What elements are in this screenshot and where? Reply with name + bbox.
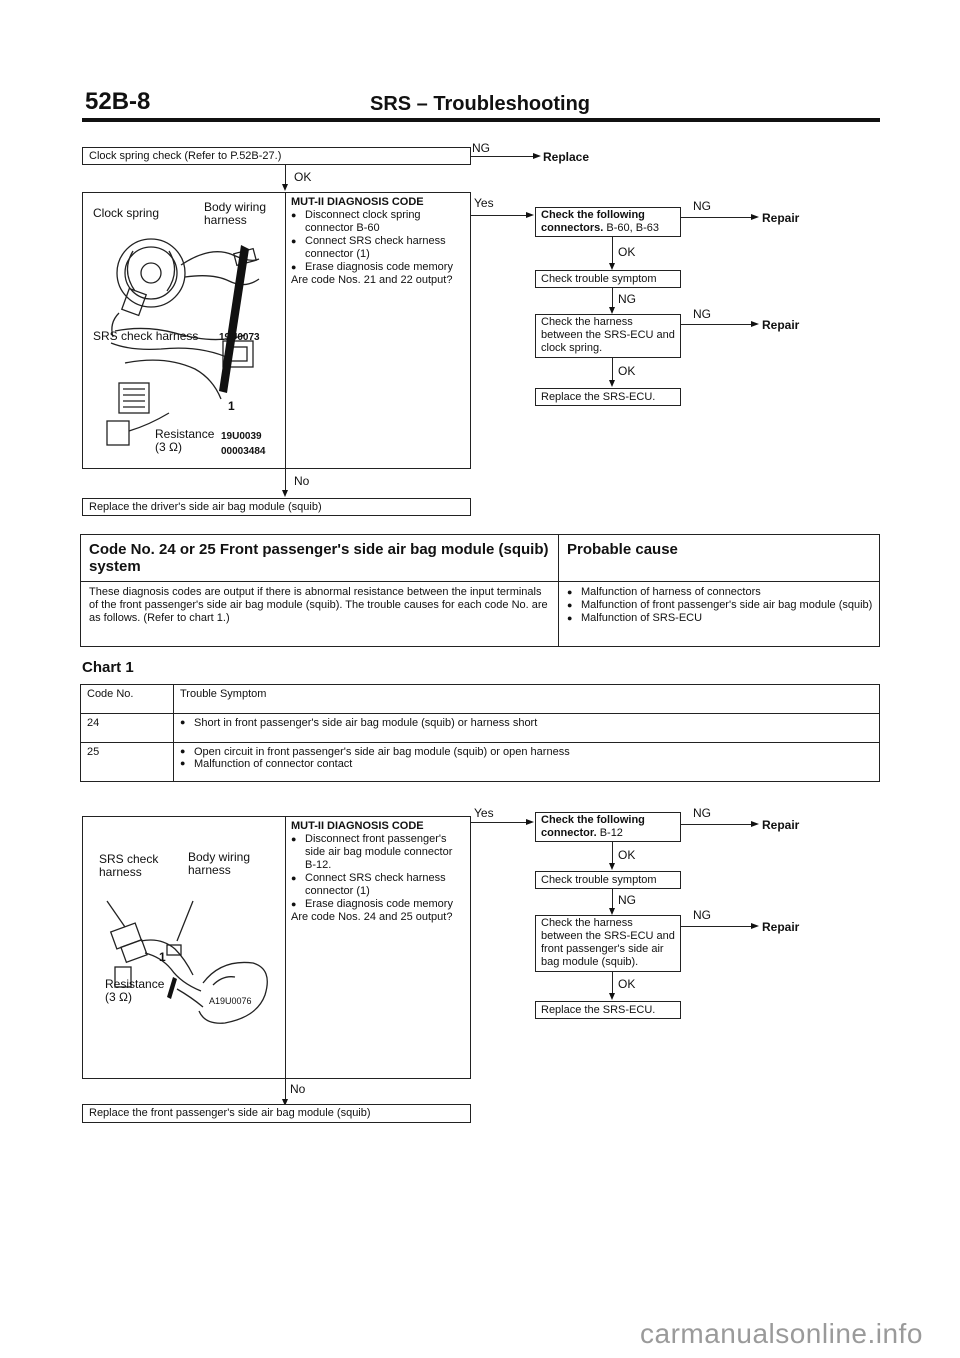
mut-title: MUT-II DIAGNOSIS CODE — [291, 820, 424, 832]
arrow-icon — [751, 821, 759, 827]
check-connector-bold: Check the following connector. — [541, 814, 645, 839]
figure-code-c: 00003484 — [221, 446, 266, 457]
resistance-label: Resistance — [105, 977, 165, 991]
figure-code: A19U0076 — [209, 996, 252, 1006]
chart-table — [80, 684, 880, 782]
ng-label: NG — [618, 292, 636, 306]
check-connectors-box — [535, 207, 681, 237]
srs-check-label: SRS check — [99, 852, 159, 866]
arrow-icon — [751, 321, 759, 327]
connector-line — [612, 358, 613, 380]
table-cell-symptom — [174, 714, 880, 743]
arrow-icon — [609, 993, 615, 1000]
check-harness-label: Check the harness between the SRS-ECU and front passenger's side air bag module (squib). — [541, 917, 675, 968]
ng-label-top: NG — [472, 141, 490, 155]
check-symptom-box — [535, 871, 681, 889]
figure-number-1: 1 — [228, 399, 235, 413]
yes-label: Yes — [474, 806, 494, 820]
repair-label: Repair — [762, 318, 800, 332]
mut-question: Are code Nos. 24 and 25 output? — [291, 911, 453, 923]
arrow-icon — [533, 153, 541, 159]
arrow-icon — [609, 263, 615, 270]
table-header-cell: Trouble Symptom — [174, 685, 880, 714]
connector-line — [612, 889, 613, 908]
replace-ecu-box — [535, 1001, 681, 1019]
page-number: 52B-8 — [85, 88, 151, 115]
arrow-icon — [609, 380, 615, 387]
cause-item: ● Malfunction of front passenger's side air bag module (squib) — [567, 599, 873, 612]
replace-module-box — [82, 498, 471, 516]
connector-line — [612, 842, 613, 863]
chart-title: Chart 1 — [82, 659, 134, 676]
mut-step: ● Connect SRS check harness connector (1) — [291, 235, 463, 261]
resistance-label: Resistance — [155, 427, 215, 441]
arrow-icon — [751, 214, 759, 220]
arrow-icon — [609, 908, 615, 915]
pointer-arrow-icon — [167, 977, 177, 999]
connector-line — [681, 324, 751, 325]
check-connector-box — [535, 812, 681, 842]
connector-line — [471, 822, 526, 823]
connector-line — [471, 156, 533, 157]
mut-step: ● Erase diagnosis code memory — [291, 898, 463, 911]
connector-line — [285, 469, 286, 490]
check-connector-rest: B-12 — [599, 827, 623, 839]
replace-ecu-label: Replace the SRS-ECU. — [541, 391, 656, 403]
mut-step: ● Erase diagnosis code memory — [291, 261, 463, 274]
replace-module-label: Replace the driver's side air bag module (squib) — [89, 501, 322, 513]
table-header-cell: Code No. — [81, 685, 174, 714]
check-connectors-rest: B-60, B-63 — [606, 222, 660, 234]
connector-line — [612, 972, 613, 993]
ok-label: OK — [618, 848, 636, 862]
table-cell-code: 24 — [81, 714, 174, 743]
header-rule — [82, 118, 880, 122]
body-wiring-label: Body wiring — [188, 850, 251, 864]
pointer-arrow-icon — [219, 245, 249, 393]
arrow-icon — [282, 490, 288, 497]
ohm-label: (3 Ω) — [105, 990, 132, 1004]
yes-label: Yes — [474, 196, 494, 210]
probable-cause-heading: Probable cause — [567, 541, 678, 558]
no-label: No — [290, 1082, 306, 1096]
replace-ecu-box — [535, 388, 681, 406]
cause-list — [567, 586, 873, 625]
figure-code-b: 19U0039 — [221, 431, 262, 442]
code-heading: Code No. 24 or 25 Front passenger's side air bag module (squib) system — [89, 541, 549, 575]
mut-step: ● Disconnect clock spring connector B-60 — [291, 209, 463, 235]
ok-label: OK — [618, 245, 636, 259]
connector-line — [612, 237, 613, 263]
repair-label: Repair — [762, 920, 800, 934]
arrow-icon — [609, 863, 615, 870]
body-wiring-label: Body wiring — [204, 200, 267, 214]
clock-spring-check-label: Clock spring check (Refer to P.52B-27.) — [89, 150, 282, 162]
connector-line — [681, 926, 751, 927]
connector-line — [681, 217, 751, 218]
ng-label: NG — [693, 199, 711, 213]
ok-label: OK — [618, 977, 636, 991]
box-divider — [285, 193, 286, 468]
srs-check-harness-label: SRS check harness — [93, 329, 199, 343]
connector-line — [285, 165, 286, 184]
arrow-icon — [526, 212, 534, 218]
connector-line — [681, 824, 751, 825]
mut-step: ● Disconnect front passenger's side air bag module connector B-12. — [291, 833, 463, 872]
table-row — [81, 714, 880, 743]
table-row — [81, 743, 880, 782]
figure-code-a: 19U0073 — [219, 332, 260, 343]
mut-panel-1 — [291, 196, 463, 287]
connector-line — [471, 215, 526, 216]
cause-item: ● Malfunction of SRS-ECU — [567, 612, 873, 625]
mut-steps — [291, 833, 463, 911]
ng-label: NG — [693, 908, 711, 922]
check-harness-box — [535, 915, 681, 972]
ng-label: NG — [693, 806, 711, 820]
table-cell-code: 25 — [81, 743, 174, 782]
check-symptom-box — [535, 270, 681, 288]
no-label: No — [294, 474, 310, 488]
symptom-item: ● Short in front passenger's side air bag module (squib) or harness short — [180, 717, 873, 729]
ng-label: NG — [693, 307, 711, 321]
code-section — [80, 534, 880, 647]
check-symptom-label: Check trouble symptom — [541, 273, 657, 285]
mut-question: Are code Nos. 21 and 22 output? — [291, 274, 453, 286]
repair-label: Repair — [762, 818, 800, 832]
box-divider — [285, 817, 286, 1078]
arrow-icon — [751, 923, 759, 929]
replace-module-label: Replace the front passenger's side air bag module (squib) — [89, 1107, 371, 1119]
ok-label: OK — [618, 364, 636, 378]
table-cell-symptom — [174, 743, 880, 782]
connector-line — [285, 1079, 286, 1099]
clock-spring-label: Clock spring — [93, 206, 160, 220]
mut-title: MUT-II DIAGNOSIS CODE — [291, 196, 424, 208]
arrow-icon — [282, 184, 288, 191]
section-divider — [81, 581, 879, 582]
check-symptom-label: Check trouble symptom — [541, 874, 657, 886]
cause-item: ● Malfunction of harness of connectors — [567, 586, 873, 599]
check-harness-label: Check the harness between the SRS-ECU and clock spring. — [541, 316, 675, 354]
page-title: SRS – Troubleshooting — [370, 93, 591, 115]
mut-panel-2 — [291, 820, 463, 924]
mut-steps — [291, 209, 463, 274]
clock-spring-check-box — [82, 147, 471, 165]
mut-step: ● Connect SRS check harness connector (1) — [291, 872, 463, 898]
check-harness-box — [535, 314, 681, 358]
arrow-icon — [526, 819, 534, 825]
symptom-item: ● Open circuit in front passenger's side air bag module (squib) or open harness — [180, 746, 873, 758]
table-header-row — [81, 685, 880, 714]
ok-label-top: OK — [294, 170, 312, 184]
harness-label: harness — [99, 865, 142, 879]
connector-line — [612, 288, 613, 307]
diagnosis-box-1 — [82, 192, 471, 469]
diagnosis-box-2 — [82, 816, 471, 1079]
replace-module-box — [82, 1104, 471, 1123]
arrow-icon — [609, 307, 615, 314]
harness-label: harness — [204, 213, 247, 227]
check-connectors-bold: Check the following connectors. — [541, 209, 645, 234]
harness-label: harness — [188, 863, 231, 877]
symptom-item: ● Malfunction of connector contact — [180, 758, 873, 770]
figure-number-1: 1 — [159, 950, 166, 964]
section-divider — [558, 535, 559, 646]
watermark: carmanualsonline.info — [640, 1318, 923, 1349]
ohm-label: (3 Ω) — [155, 440, 182, 454]
ng-label: NG — [618, 893, 636, 907]
repair-label: Repair — [762, 211, 800, 225]
code-description: These diagnosis codes are output if there is abnormal resistance between the input terminals of the front passenger's side air bag module (squib). The trouble causes for each code No. are as follows. (Refer to chart 1.) — [89, 586, 548, 624]
replace-ecu-label: Replace the SRS-ECU. — [541, 1004, 656, 1016]
replace-label: Replace — [543, 150, 590, 164]
